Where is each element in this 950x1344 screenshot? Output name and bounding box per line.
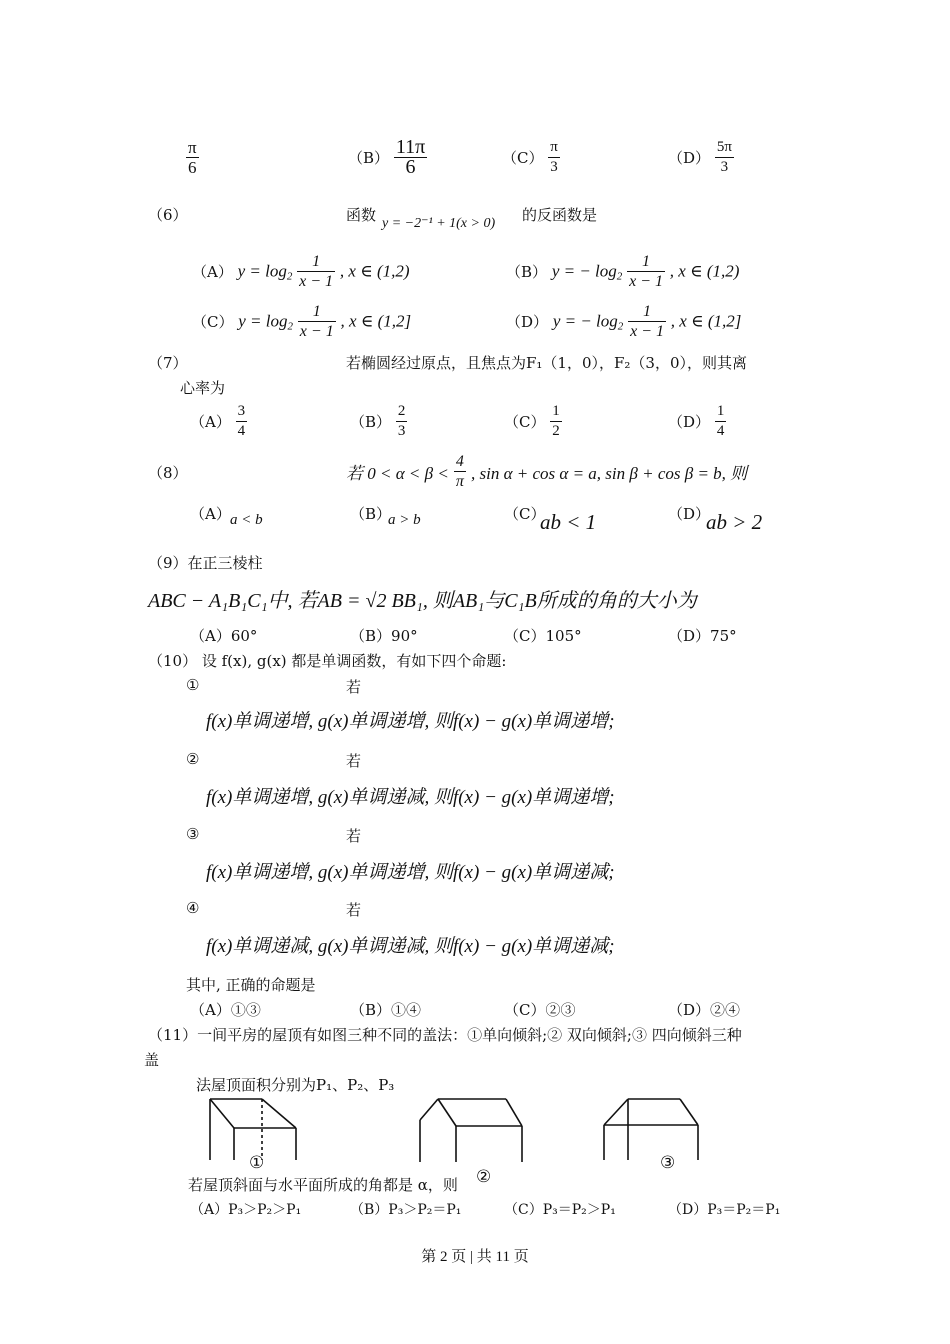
- q8-option-c-expr: ab < 1: [540, 510, 597, 534]
- q10-option-a: （A）①③: [190, 1001, 261, 1019]
- q6-stem-pre: 函数: [346, 206, 377, 224]
- q5-option-a: $\frac{\pi}{6}$: [188, 138, 197, 177]
- q7-option-a: （A） $\frac{3}{4}$: [190, 403, 246, 439]
- q10-item-3-mark: ③: [186, 825, 200, 843]
- q10-item-4-mark: ④: [186, 899, 200, 917]
- q10-item-1-body: f(x)单调递增, g(x)单调递增, 则f(x) − g(x)单调递增;: [206, 711, 615, 732]
- q8-option-b-label: （B）: [350, 505, 392, 523]
- roof-figure-3-label: ③: [660, 1153, 676, 1173]
- q8-option-b-expr: a > b: [388, 512, 421, 528]
- q6-formula: y = −2⁻¹ + 1(x > 0): [382, 216, 496, 231]
- roof-figure-3: [604, 1099, 698, 1160]
- q8-option-d-expr: ab > 2: [706, 510, 763, 534]
- q6-option-a: （A） $y = \log_2$ $\frac{1}{x - 1}$ , x ∈ (1,2): [192, 253, 410, 290]
- q8-option-a-label: （A）: [190, 505, 231, 523]
- q11-option-c: （C）P₃＝P₂＞P₁: [504, 1202, 616, 1218]
- q5-option-b: （B） $\frac{11\pi}{6}$: [348, 136, 426, 178]
- q6-stem-post: 的反函数是: [522, 206, 598, 224]
- q10-option-b: （B）①④: [350, 1001, 422, 1019]
- q10-item-4-ruo: 若: [346, 901, 362, 919]
- roof-figure-1-label: ①: [249, 1153, 265, 1173]
- q10-item-2-ruo: 若: [346, 752, 362, 770]
- q5-option-c: （C） $\frac{\pi}{3}$: [502, 139, 558, 175]
- q10-item-3-body: f(x)单调递增, g(x)单调递增, 则f(x) − g(x)单调递减;: [206, 862, 615, 883]
- q10-item-4-body: f(x)单调递减, g(x)单调递减, 则f(x) − g(x)单调递减;: [206, 936, 615, 957]
- q7-number: （7）: [148, 354, 188, 372]
- q7-option-b: （B） $\frac{2}{3}$: [350, 403, 406, 439]
- q9-head: （9）在正三棱柱: [148, 554, 263, 572]
- page-footer: 第 2 页 | 共 11 页: [421, 1249, 529, 1265]
- roof-figure-1: [210, 1099, 296, 1160]
- q7-stem: 若椭圆经过原点，且焦点为F₁（1，0），F₂（3，0），则其离: [346, 354, 748, 372]
- q9-option-c: （C）105°: [504, 627, 582, 645]
- roof-figure-2: [420, 1099, 522, 1162]
- q9-option-a: （A）60°: [190, 627, 258, 645]
- q11-option-d: （D）P₃＝P₂＝P₁: [668, 1202, 781, 1218]
- q10-head: （10） 设 f(x), g(x) 都是单调函数，有如下四个命题:: [148, 652, 507, 670]
- q11-stem-line3: 法屋顶面积分别为P₁、P₂、P₃: [196, 1076, 395, 1094]
- q10-option-d: （D）②④: [668, 1001, 741, 1019]
- q11-stem-line4: 若屋顶斜面与水平面所成的角都是 α，则: [188, 1176, 458, 1194]
- q7-option-c: （C） $\frac{1}{2}$: [504, 403, 560, 439]
- q10-conclusion: 其中, 正确的命题是: [186, 976, 316, 994]
- q10-item-1-ruo: 若: [346, 678, 362, 696]
- q6-option-c: （C） $y = \log_2$ $\frac{1}{x - 1}$ , x ∈ (1,2]: [192, 303, 412, 340]
- q5-option-d: （D） $\frac{5\pi}{3}$: [668, 139, 732, 175]
- q8-option-c-label: （C）: [504, 505, 546, 523]
- q11-stem-line2: 盖: [144, 1051, 160, 1069]
- q8-stem: 若 0 < α < β < $\frac{4}{\pi}$ , sin α + cos α = a, sin β + cos β = b, 则: [346, 453, 748, 490]
- q7-stem-cont: 心率为: [180, 379, 226, 397]
- q8-option-a-expr: a < b: [230, 512, 263, 528]
- q9-option-d: （D）75°: [668, 627, 737, 645]
- q10-item-1-mark: ①: [186, 676, 200, 694]
- q6-option-d: （D） y = − $\log_2$ $\frac{1}{x - 1}$ , x ∈ (1,2]: [506, 303, 742, 340]
- q9-option-b: （B）90°: [350, 627, 418, 645]
- q8-option-d-label: （D）: [668, 505, 711, 523]
- q7-option-d: （D） $\frac{1}{4}$: [668, 403, 725, 439]
- q6-option-b: （B） y = − $\log_2$ $\frac{1}{x - 1}$ , x ∈ (1,2): [506, 253, 740, 290]
- q8-number: （8）: [148, 464, 188, 482]
- q11-option-b: （B）P₃＞P₂＝P₁: [350, 1202, 462, 1218]
- q10-option-c: （C）②③: [504, 1001, 576, 1019]
- roof-figure-2-label: ②: [476, 1167, 492, 1187]
- q6-number: （6）: [148, 206, 188, 224]
- q11-stem-line1: （11）一间平房的屋顶有如图三种不同的盖法：①单向倾斜;② 双向倾斜;③ 四向倾斜三种: [148, 1026, 742, 1044]
- q10-item-2-body: f(x)单调递增, g(x)单调递减, 则f(x) − g(x)单调递增;: [206, 787, 615, 808]
- q10-item-3-ruo: 若: [346, 827, 362, 845]
- q11-option-a: （A）P₃＞P₂＞P₁: [190, 1202, 302, 1218]
- q9-formula: ABC − A₁B₁C₁中, 若AB = √2 BB₁, 则AB₁与C₁B所成的角的大小为: [148, 590, 697, 612]
- q10-item-2-mark: ②: [186, 750, 200, 768]
